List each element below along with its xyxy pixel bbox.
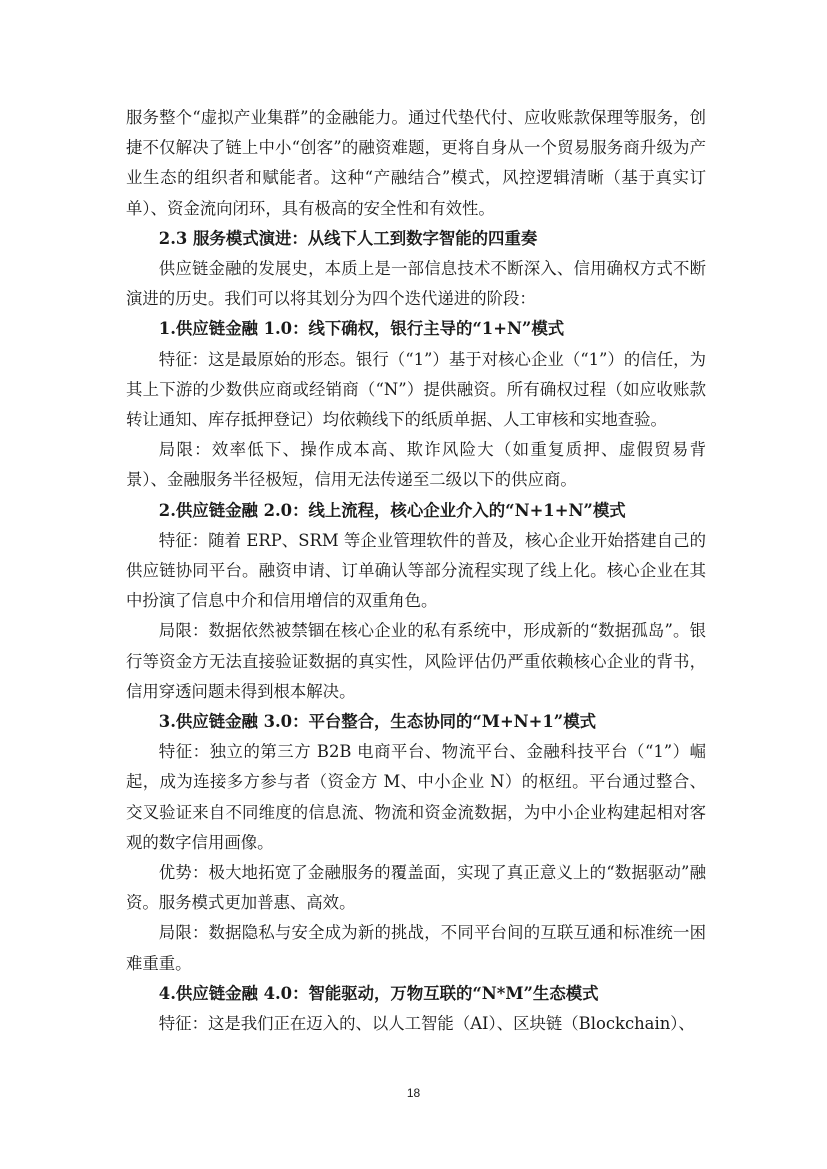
paragraph-3-0-advantages: 优势：极大地拓宽了金融服务的覆盖面，实现了真正意义上的“数据驱动”融资。服务模式更加普惠、高效。 <box>126 863 706 913</box>
paragraph-1-0-limits: 局限：效率低下、操作成本高、欺诈风险大（如重复质押、虚假贸易背景）、金融服务半径极短，信用无法传递至二级以下的供应商。 <box>126 440 706 490</box>
paragraph-4-0-features: 特征：这是我们正在迈入的、以人工智能（AI）、区块链（Blockchain）、 <box>158 1014 695 1034</box>
heading-scf-3-0: 3.供应链金融 3.0：平台整合，生态协同的“M+N+1”模式 <box>158 712 597 732</box>
body-text <box>126 103 706 1039</box>
paragraph-intro: 供应链金融的发展史，本质上是一部信息技术不断深入、信用确权方式不断演进的历史。我们可以将其划分为四个迭代递进的阶段： <box>126 259 706 309</box>
heading-scf-2-0: 2.供应链金融 2.0：线上流程，核心企业介入的“N+1+N”模式 <box>158 500 626 520</box>
paragraph-1-0-features: 特征：这是最原始的形态。银行（“1”）基于对核心企业（“1”）的信任，为其上下游的少数供应商或经销商（“N”）提供融资。所有确权过程（如应收账款转让通知、库存抵押登记）均依赖线下的纸质单据、人工审核和实地查验。 <box>126 349 706 430</box>
page-number: 18 <box>406 1086 421 1100</box>
heading-scf-1-0: 1.供应链金融 1.0：线下确权，银行主导的“1+N”模式 <box>158 319 565 339</box>
paragraph-continuation: 服务整个“虚拟产业集群”的金融能力。通过代垫代付、应收账款保理等服务，创捷不仅解决了链上中小“创客”的融资难题，更将自身从一个贸易服务商升级为产业生态的组织者和赋能者。这种“产融结合”模式，风控逻辑清晰（基于真实订单）、资金流向闭环，具有极高的安全性和有效性。 <box>126 108 706 218</box>
paragraph-3-0-features: 特征：独立的第三方 B2B 电商平台、物流平台、金融科技平台（“1”）崛起，成为连接多方参与者（资金方 M、中小企业 N）的枢纽。平台通过整合、交叉验证来自不同维度的信息流、物流和资金流数据，为中小企业构建起相对客观的数字信用画像。 <box>126 742 706 852</box>
paragraph-2-0-features: 特征：随着 ERP、SRM 等企业管理软件的普及，核心企业开始搭建自己的供应链协同平台。融资申请、订单确认等部分流程实现了线上化。核心企业在其中扮演了信息中介和信用增信的双重角色。 <box>126 530 706 611</box>
heading-scf-4-0: 4.供应链金融 4.0：智能驱动，万物互联的“N*M”生态模式 <box>158 983 599 1003</box>
paragraph-3-0-limits: 局限：数据隐私与安全成为新的挑战，不同平台间的互联互通和标准统一困难重重。 <box>126 923 706 973</box>
section-heading-2-3: 2.3 服务模式演进：从线下人工到数字智能的四重奏 <box>158 228 538 248</box>
paragraph-2-0-limits: 局限：数据依然被禁锢在核心企业的私有系统中，形成新的“数据孤岛”。银行等资金方无法直接验证数据的真实性，风险评估仍严重依赖核心企业的背书，信用穿透问题未得到根本解决。 <box>126 621 706 701</box>
